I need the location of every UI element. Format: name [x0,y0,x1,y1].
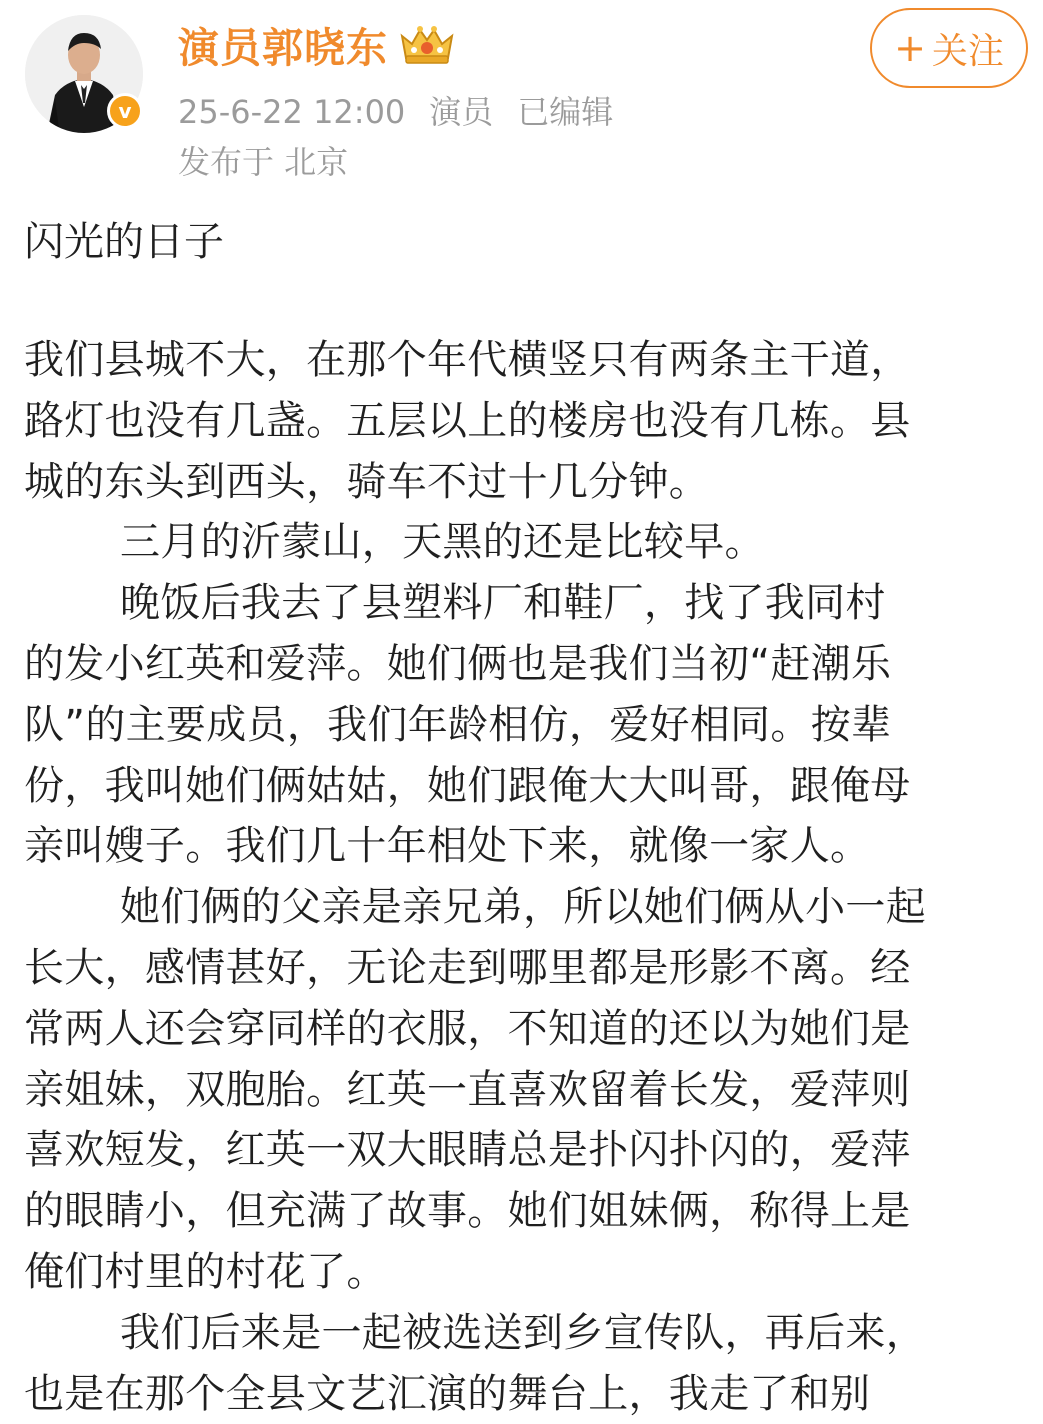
post-body [24,330,1019,1424]
post-text-line: 路灯也没有几盏。五层以上的楼房也没有几栋。县 [24,397,911,444]
post-text-line: 三月的沂蒙山，天黑的还是比较早。 [120,519,765,566]
post-text-line: 的眼睛小，但充满了故事。她们姐妹俩，称得上是 [24,1188,911,1235]
user-name[interactable]: 演员郭晓东 [178,23,388,72]
plus-icon: + [894,26,926,70]
post-text-line: 的发小红英和爱萍。她们俩也是我们当初“赶潮乐 [24,640,892,687]
post-location: 发布于 北京 [178,143,349,181]
follow-button-label: 关注 [931,30,1004,72]
avatar[interactable] [25,15,143,133]
user-role: 演员 [429,93,494,131]
post-text-line: 我们县城不大，在那个年代横竖只有两条主干道， [24,337,911,383]
post-text-line: 亲姐妹，双胞胎。红英一直喜欢留着长发，爱萍则 [24,1066,911,1113]
post-text-line: 喜欢短发，红英一双大眼睛总是扑闪扑闪的，爱萍 [24,1127,911,1174]
post-text-line: 队”的主要成员，我们年龄相仿，爱好相同。按辈 [24,701,892,748]
crown-badge-icon[interactable] [398,22,456,66]
name-row [178,14,456,74]
post-text-line: 俺们村里的村花了。 [24,1248,387,1295]
post-text-line: 城的东头到西头，骑车不过十几分钟。 [24,458,710,505]
post-text-line: 我们后来是一起被选送到乡宣传队，再后来， [120,1309,926,1356]
edit-status[interactable]: 已编辑 [517,93,614,131]
post-text-line: 亲叫嫂子。我们几十年相处下来，就像一家人。 [24,823,871,870]
post-text-line: 晚饭后我去了县塑料厂和鞋厂，找了我同村 [120,580,886,627]
follow-button[interactable] [870,8,1028,88]
post-text-line: 也是在那个全县文艺汇演的舞台上，我走了和别 [24,1370,871,1417]
verified-v-badge-icon: v [107,93,143,129]
post-text-line: 份，我叫她们俩姑姑，她们跟俺大大叫哥，跟俺母 [24,762,911,809]
post-text-line: 长大，感情甚好，无论走到哪里都是形影不离。经 [24,944,911,991]
post-text-line: 她们俩的父亲是亲兄弟，所以她们俩从小一起 [120,884,926,931]
post-title: 闪光的日子 [24,219,224,265]
post-header [0,0,1043,190]
post-text-line: 常两人还会穿同样的衣服，不知道的还以为她们是 [24,1005,911,1052]
post-meta [178,87,637,133]
post-timestamp: 25-6-22 12:00 [178,93,406,131]
